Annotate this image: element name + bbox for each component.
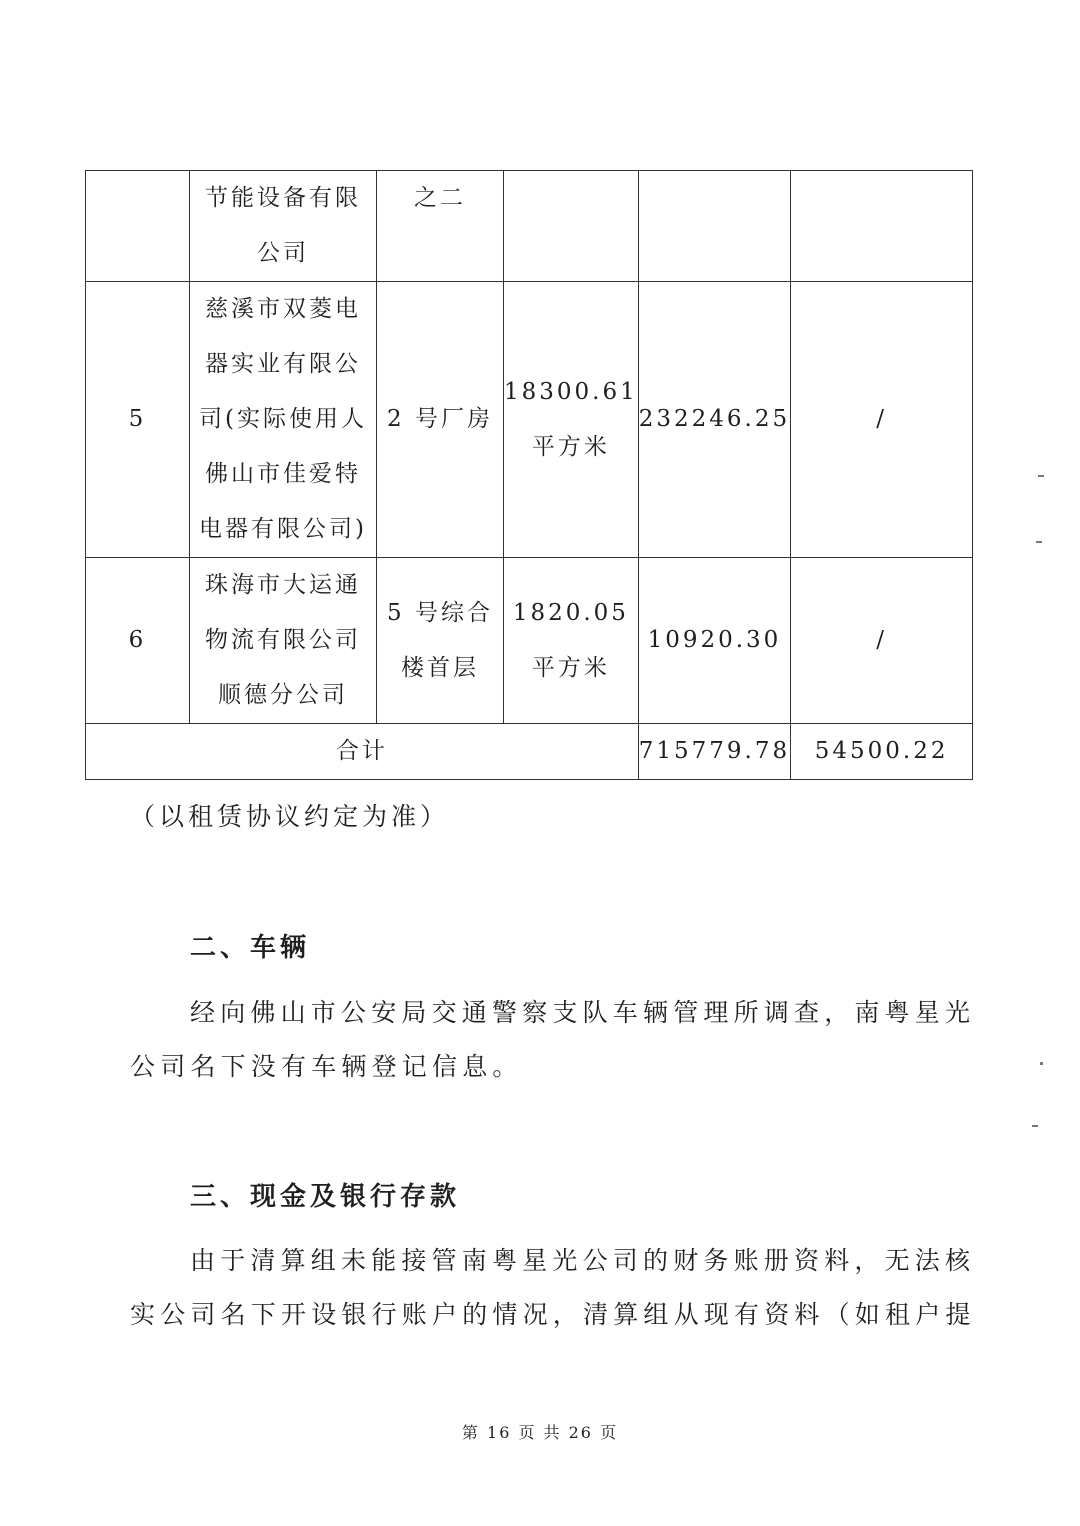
paragraph-line: 经向佛山市公安局交通警察支队车辆管理所调查，南粤星光 <box>190 998 976 1027</box>
cell-lessee: 节能设备有限 公司 <box>190 171 377 282</box>
scan-speck <box>1040 1062 1043 1065</box>
lease-table <box>85 170 973 780</box>
scan-speck <box>1032 1125 1038 1127</box>
page-footer: 第 16 页 共 26 页 <box>461 1423 619 1442</box>
cell-other <box>791 171 973 282</box>
cell-area: 1820.05 平方米 <box>504 558 639 724</box>
scan-speck <box>1036 541 1042 543</box>
table-total-row <box>86 724 973 780</box>
paragraph-line: 公司名下没有车辆登记信息。 <box>130 1052 523 1081</box>
table-row <box>86 558 973 724</box>
section-heading-cash: 三、现金及银行存款 <box>190 1182 461 1212</box>
lease-note: （以租赁协议约定为准） <box>130 802 450 831</box>
cell-rent <box>638 171 790 282</box>
paragraph-vehicles <box>130 986 976 1094</box>
table-row <box>86 171 973 282</box>
paragraph-line: 实公司名下开设银行账户的情况，清算组从现有资料（如租户提 <box>130 1300 976 1329</box>
scan-speck <box>1038 475 1044 477</box>
cell-location: 之二 <box>377 171 504 282</box>
cell-location: 2 号厂房 <box>377 282 504 558</box>
cell-rent: 10920.30 <box>638 558 790 724</box>
cell-no: 5 <box>86 282 190 558</box>
table-row <box>86 282 973 558</box>
total-label: 合计 <box>86 724 639 780</box>
cell-lessee: 慈溪市双菱电 器实业有限公 司(实际使用人 佛山市佳爱特 电器有限公司) <box>190 282 377 558</box>
paragraph-cash <box>130 1234 976 1342</box>
cell-area <box>504 171 639 282</box>
cell-other: / <box>791 282 973 558</box>
total-rent: 715779.78 <box>638 724 790 780</box>
cell-area: 18300.61 平方米 <box>504 282 639 558</box>
cell-rent: 232246.25 <box>638 282 790 558</box>
paragraph-line: 由于清算组未能接管南粤星光公司的财务账册资料，无法核 <box>190 1246 976 1275</box>
cell-no: 6 <box>86 558 190 724</box>
section-heading-vehicles: 二、车辆 <box>190 933 311 963</box>
cell-no <box>86 171 190 282</box>
cell-lessee: 珠海市大运通 物流有限公司 顺德分公司 <box>190 558 377 724</box>
cell-location: 5 号综合 楼首层 <box>377 558 504 724</box>
cell-other: / <box>791 558 973 724</box>
total-other: 54500.22 <box>791 724 973 780</box>
